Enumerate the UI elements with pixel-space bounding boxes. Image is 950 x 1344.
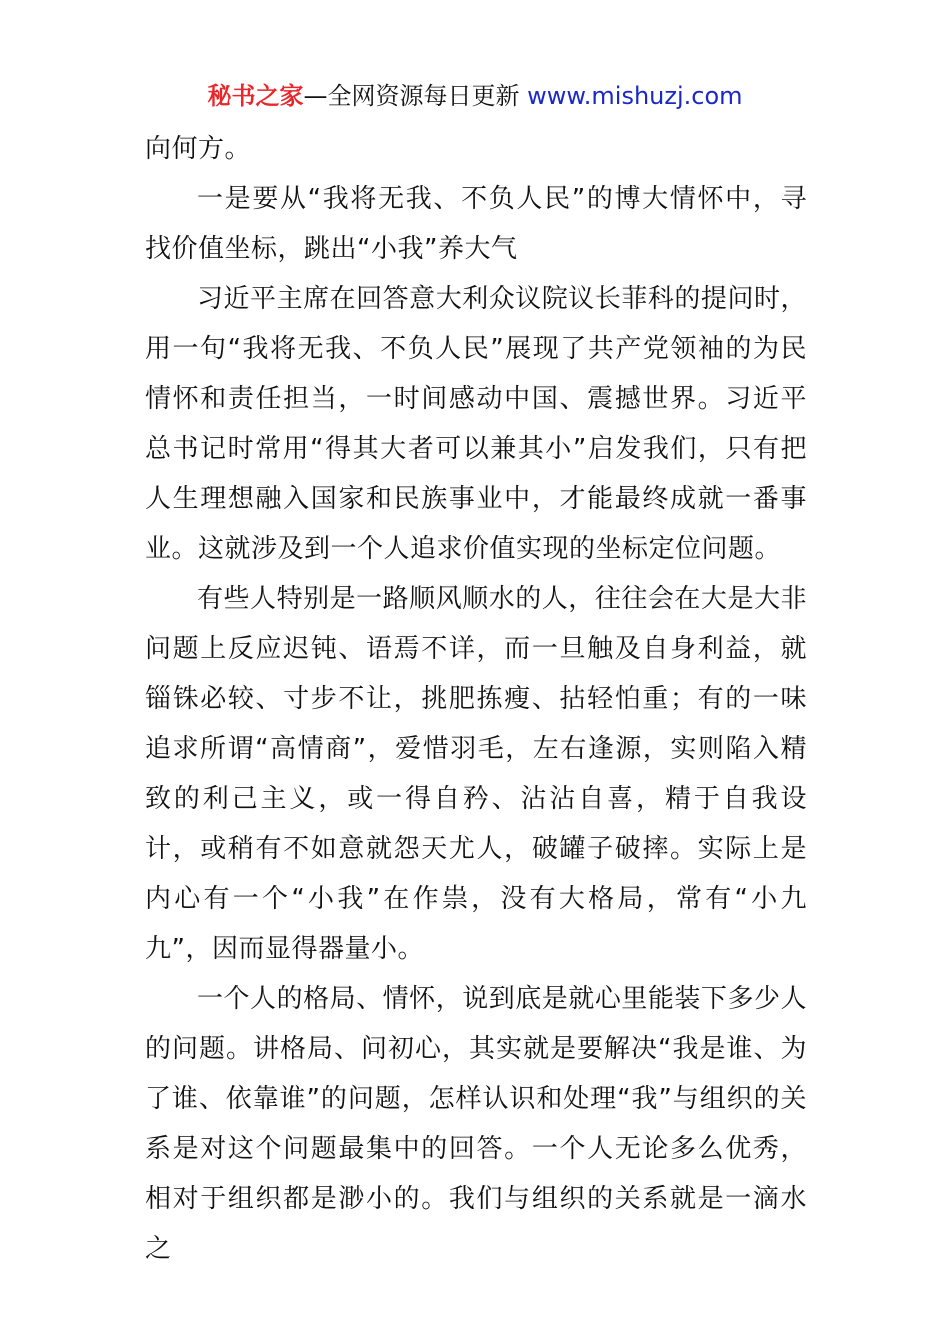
- page-header: [0, 78, 950, 114]
- header-tagline: —全网资源每日更新: [303, 82, 528, 110]
- paragraph-heading: 一是要从“我将无我、不负人民”的博大情怀中，寻找价值坐标，跳出“小我”养大气: [145, 184, 807, 264]
- document-body: [145, 124, 807, 1274]
- paragraph: 有些人特别是一路顺风顺水的人，往往会在大是大非问题上反应迟钝、语焉不详，而一旦触及自身利益，就锱铢必较、寸步不让，挑肥拣瘦、拈轻怕重；有的一味追求所谓“高情商”，爱惜羽毛，左右逢源，实则陷入精致的利己主义，或一得自矜、沾沾自喜，精于自我设计，或稍有不如意就怨天尤人，破罐子破摔。实际上是内心有一个“小我”在作祟，没有大格局，常有“小九九”，因而显得器量小。: [145, 584, 807, 964]
- paragraph: 一个人的格局、情怀，说到底是就心里能装下多少人的问题。讲格局、问初心，其实就是要解决“我是谁、为了谁、依靠谁”的问题，怎样认识和处理“我”与组织的关系是对这个问题最集中的回答。一个人无论多么优秀，相对于组织都是渺小的。我们与组织的关系就是一滴水之: [145, 984, 807, 1264]
- header-url-link[interactable]: www.mishuzj.com: [527, 82, 743, 110]
- paragraph: 习近平主席在回答意大利众议院议长菲科的提问时，用一句“我将无我、不负人民”展现了共产党领袖的为民情怀和责任担当，一时间感动中国、震撼世界。习近平总书记时常用“得其大者可以兼其小”启发我们，只有把人生理想融入国家和民族事业中，才能最终成就一番事业。这就涉及到一个人追求价值实现的坐标定位问题。: [145, 284, 807, 564]
- paragraph: 向何方。: [145, 134, 252, 164]
- header-brand: 秘书之家: [207, 82, 304, 110]
